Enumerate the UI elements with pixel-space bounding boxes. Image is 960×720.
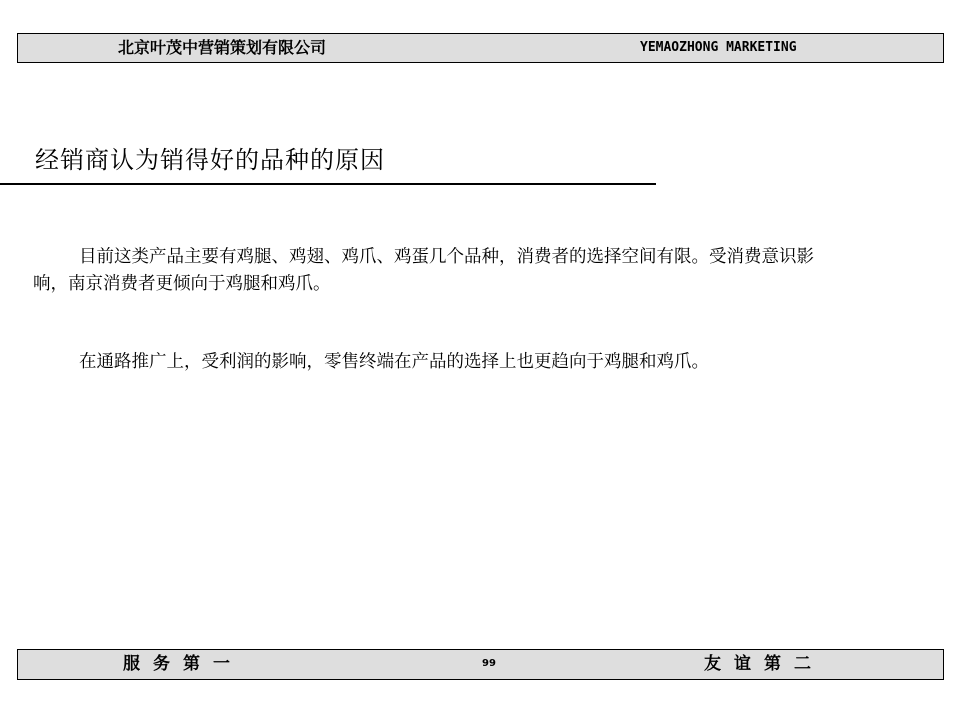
title-underline (0, 183, 656, 185)
footer-bar (17, 649, 944, 680)
footer-motto-right: 友谊第二 (704, 654, 824, 674)
slide-title: 经销商认为销得好的品种的原因 (35, 146, 385, 174)
page-number: 99 (482, 658, 496, 669)
company-name: 北京叶茂中营销策划有限公司 (118, 38, 327, 57)
paragraph-2: 在通路推广上，受利润的影响，零售终端在产品的选择上也更趋向于鸡腿和鸡爪。 (79, 352, 709, 372)
header-bar (17, 33, 944, 63)
brand-name: YEMAOZHONG MARKETING (640, 40, 797, 55)
footer-motto-left: 服务第一 (123, 654, 243, 674)
paragraph-1: 目前这类产品主要有鸡腿、鸡翅、鸡爪、鸡蛋几个品种，消费者的选择空间有限。受消费意识影响，南京消费者更倾向于鸡腿和鸡爪。 (33, 247, 814, 294)
